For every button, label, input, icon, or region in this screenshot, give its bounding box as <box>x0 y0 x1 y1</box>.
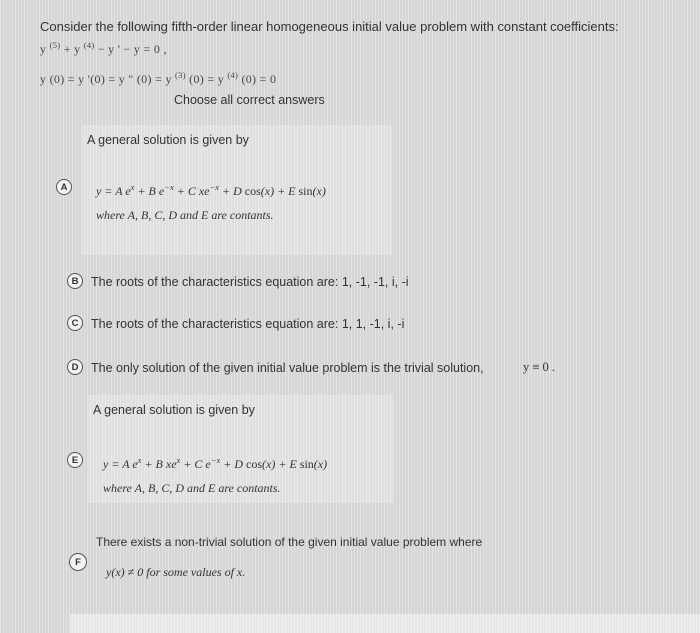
option-e-radio[interactable] <box>67 452 83 468</box>
option-c-text[interactable]: The roots of the characteristics equation are: 1, 1, -1, i, -i <box>91 317 405 331</box>
option-a-lead: A general solution is given by <box>87 133 249 147</box>
answer-strip <box>70 614 700 633</box>
problem-intro: Consider the following fifth-order linear homogeneous initial value problem with constant coefficients: <box>40 19 619 34</box>
option-f-formula: y(x) ≠ 0 for some values of x. <box>106 565 246 579</box>
option-e-lead: A general solution is given by <box>93 403 255 417</box>
option-b-text[interactable]: The roots of the characteristics equation are: 1, -1, -1, i, -i <box>91 275 409 289</box>
option-f-text[interactable]: There exists a non-trivial solution of the given initial value problem where <box>96 535 483 549</box>
option-e-formula[interactable]: y = A $e^x + B$ $xe^x + C$ $e^{-x} + D$ cos(x) + E sin(x) <box>103 455 328 471</box>
option-a-letter: A <box>60 181 68 193</box>
option-c-letter: C <box>71 317 79 329</box>
option-f-letter: F <box>75 556 81 568</box>
initial-conditions: y (0) = y '(0) = y " (0) = y $^{(3)}$ (0) = y $^{(4)}$ (0) = 0 <box>40 70 277 86</box>
option-d-tail: y ≡ 0 . <box>523 360 556 374</box>
option-e-note: where A, B, C, D and E are contants. <box>103 481 281 495</box>
option-e-letter: E <box>71 454 79 466</box>
instruction-text: Choose all correct answers <box>174 93 325 107</box>
option-d-radio[interactable] <box>67 359 83 375</box>
ode-equation: y $^{(5)}$ + y $^{(4)}$ − y ' − y = 0 , <box>40 40 167 56</box>
option-a-formula[interactable]: y = A $e^x + B$ $e^{-x} + C$ $xe^{-x} + D$ cos(x) + E sin(x) <box>96 182 326 198</box>
option-d-text[interactable]: The only solution of the given initial value problem is the trivial solution, <box>91 361 484 375</box>
option-c-radio[interactable] <box>67 315 83 331</box>
option-f-radio[interactable] <box>69 553 87 571</box>
option-b-letter: B <box>71 275 79 287</box>
option-d-letter: D <box>71 361 79 373</box>
option-a-note: where A, B, C, D and E are contants. <box>96 208 274 222</box>
option-a-radio[interactable] <box>56 179 72 195</box>
option-b-radio[interactable] <box>67 273 83 289</box>
